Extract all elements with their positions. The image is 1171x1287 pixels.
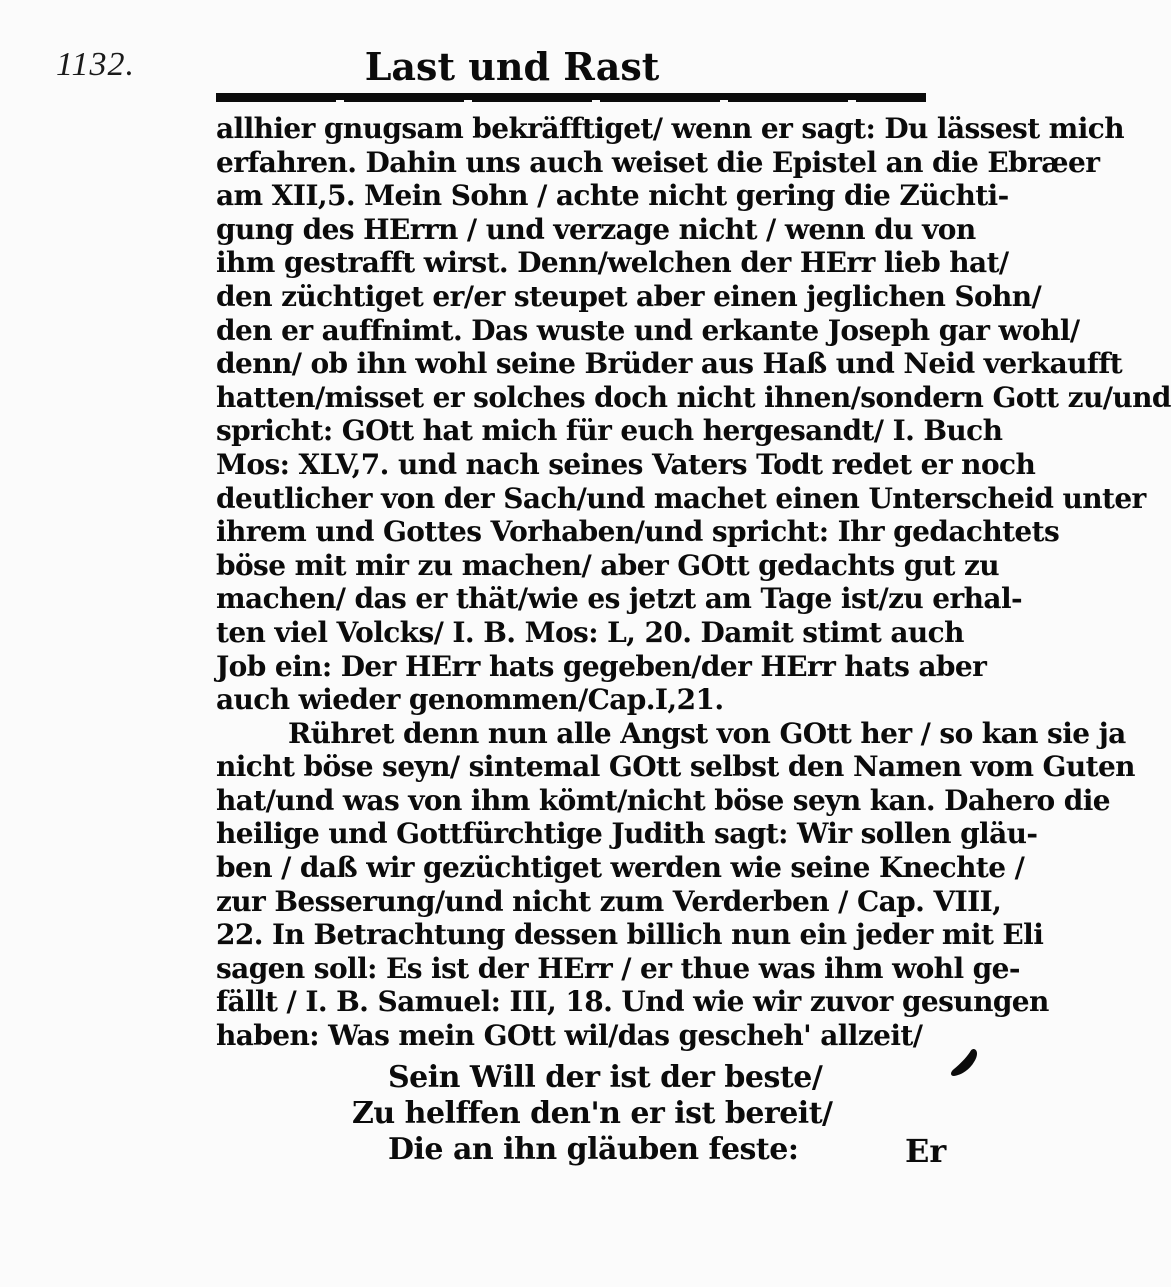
text-line: den er auffnimt. Das wuste und erkante Joseph gar wohl/ xyxy=(216,313,1080,347)
text-line: machen/ das er thät/wie es jetzt am Tage ist/zu erhal- xyxy=(216,582,1023,616)
text-line: hatten/misset er solches doch nicht ihnen/sondern Gott zu/und xyxy=(216,380,1171,414)
running-head: Last und Rast xyxy=(364,44,660,89)
text-line: böse mit mir zu machen/ aber GOtt gedachts gut zu xyxy=(216,548,1000,582)
text-line: deutlicher von der Sach/und machet einen Unterscheid unter xyxy=(216,481,1146,515)
verse-line: Sein Will der ist der beste/ xyxy=(388,1060,823,1095)
text-line: allhier gnugsam bekräfftiget/ wenn er sagt: Du lässest mich xyxy=(216,112,1124,145)
text-line: nicht böse seyn/ sintemal GOtt selbst den Namen vom Guten xyxy=(216,750,1135,784)
header-rule xyxy=(216,93,926,100)
text-line: ben / daß wir gezüchtiget werden wie seine Knechte / xyxy=(216,851,1025,885)
text-line: ten viel Volcks/ I. B. Mos: L, 20. Damit stimt auch xyxy=(216,615,964,649)
verse-line: Die an ihn gläuben feste: xyxy=(388,1132,799,1167)
text-line: zur Besserung/und nicht zum Verderben / Cap. VIII, xyxy=(216,884,1002,918)
text-line: Rühret denn nun alle Angst von GOtt her / so kan sie ja xyxy=(288,716,1126,750)
text-line: auch wieder genommen/Cap.I,21. xyxy=(216,683,724,717)
text-line: sagen soll: Es ist der HErr / er thue was ihm wohl ge- xyxy=(216,951,1020,985)
text-line: fällt / I. B. Samuel: III, 18. Und wie wir zuvor gesungen xyxy=(216,985,1049,1019)
text-line: hat/und was von ihm kömt/nicht böse seyn kan. Dahero die xyxy=(216,783,1110,817)
text-line: denn/ ob ihn wohl seine Brüder aus Haß und Neid verkaufft xyxy=(216,347,1123,381)
text-line: heilige und Gottfürchtige Judith sagt: Wir sollen gläu- xyxy=(216,817,1038,851)
text-line: gung des HErrn / und verzage nicht / wenn du von xyxy=(216,212,976,246)
catchword: Er xyxy=(905,1132,947,1170)
text-line: haben: Was mein GOtt wil/das gescheh' allzeit/ xyxy=(216,1019,923,1053)
ink-blot-icon xyxy=(948,1046,980,1078)
text-line: spricht: GOtt hat mich für euch hergesandt/ I. Buch xyxy=(216,414,1003,448)
text-line: den züchtiget er/er steupet aber einen jeglichen Sohn/ xyxy=(216,279,1042,313)
text-line: erfahren. Dahin uns auch weiset die Epistel an die Ebræer xyxy=(216,145,1100,179)
page-number: 1132. xyxy=(56,46,135,83)
verse-line: Zu helffen den'n er ist bereit/ xyxy=(352,1096,833,1131)
text-line: Job ein: Der HErr hats gegeben/der HErr hats aber xyxy=(216,649,987,683)
text-line: am XII,5. Mein Sohn / achte nicht gering die Züchti- xyxy=(216,179,1009,213)
text-line: Mos: XLV,7. und nach seines Vaters Todt redet er noch xyxy=(216,447,1036,481)
text-line: 22. In Betrachtung dessen billich nun ein jeder mit Eli xyxy=(216,918,1044,952)
text-line: ihm gestrafft wirst. Denn/welchen der HErr lieb hat/ xyxy=(216,246,1009,280)
body-text xyxy=(216,112,1171,1053)
text-line: ihrem und Gottes Vorhaben/und spricht: Ihr gedachtets xyxy=(216,515,1060,549)
